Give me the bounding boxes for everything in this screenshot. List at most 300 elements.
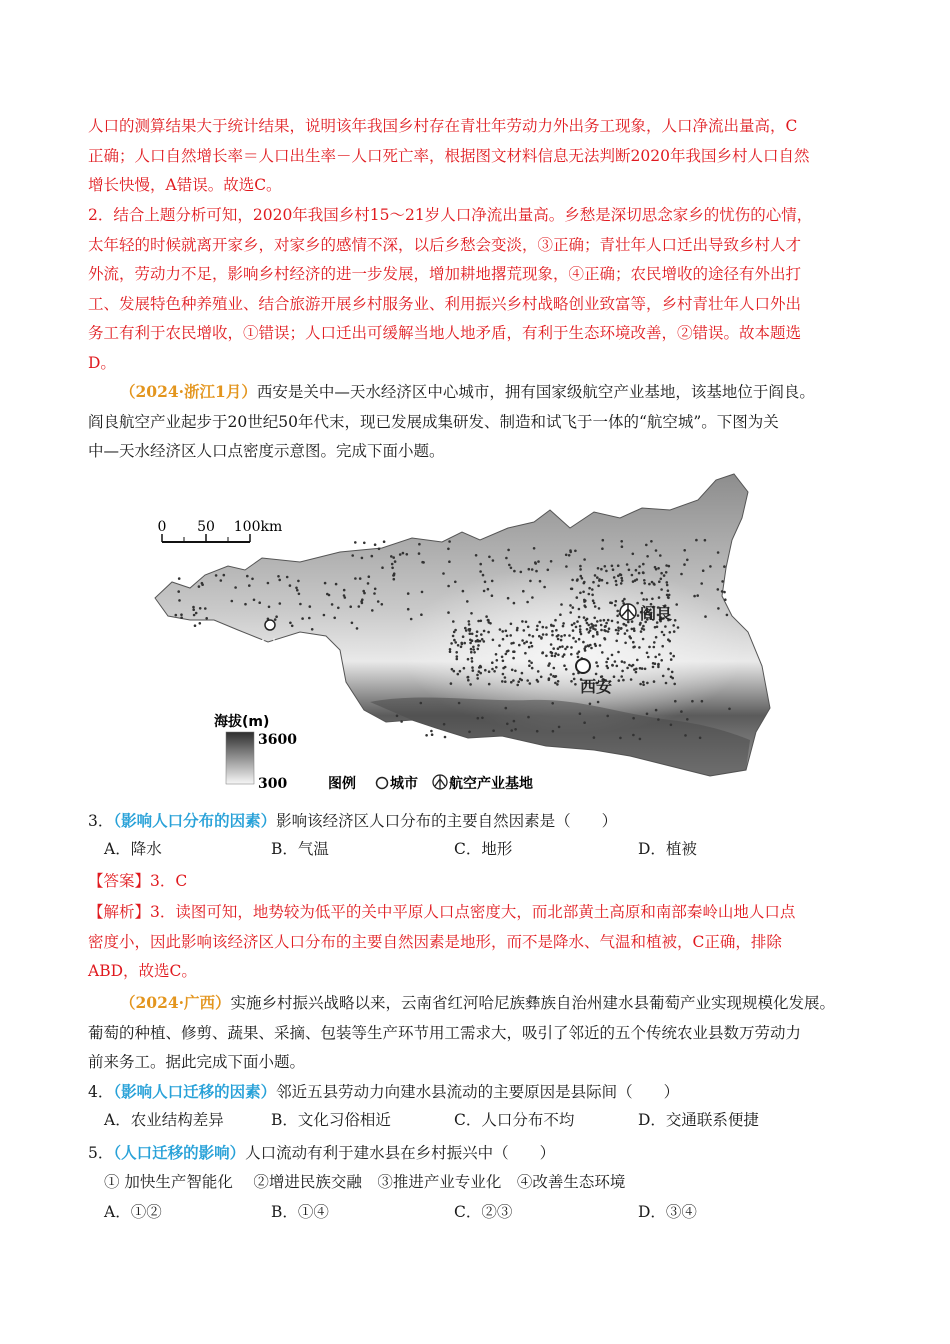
question-4-options [104,1108,864,1137]
population-dot [617,575,620,578]
population-dot [569,604,572,607]
population-dot [636,659,639,662]
population-dot [583,721,586,724]
population-dot [449,648,452,651]
population-dot [621,670,624,673]
population-dot [655,549,658,552]
population-dot [234,586,237,589]
population-dot [583,616,586,619]
population-dot [675,603,678,606]
population-dot [559,646,562,649]
population-dot [657,567,660,570]
population-dot [453,631,456,634]
population-dot [463,642,466,645]
population-dot [655,636,658,639]
population-dot [658,580,661,583]
legend-title: 图例 [328,776,356,792]
population-dot [469,642,472,645]
population-dot [545,655,548,658]
population-dot [178,599,181,602]
population-dot [555,629,558,632]
population-dot [582,641,585,644]
population-dot [448,540,451,543]
population-dot [660,578,663,581]
population-dot [566,646,569,649]
population-dot [623,661,626,664]
population-dot [407,592,410,595]
population-dot [598,607,601,610]
population-dot [717,551,720,554]
population-dot [613,576,616,579]
population-dot [471,639,474,642]
population-dot [476,639,479,642]
analysis-2-line: 工、发展特色种养殖业、结合旅游开展乡村服务业、利用振兴乡村战略创业致富等，乡村青壮年人口外出 [88,294,802,313]
population-dot [510,681,513,684]
population-dot [390,555,393,558]
population-dot [468,620,471,623]
population-dot [589,626,592,629]
population-dot [667,668,670,671]
population-dot [621,545,624,548]
analysis-1-line: 正确；人口自然增长率＝人口出生率－人口死亡率，根据图文材料信息无法判断2020年我国乡村人口自然 [88,146,810,165]
population-dot [666,584,669,587]
population-dot [580,575,583,578]
population-dot [620,582,623,585]
population-dot [363,542,366,545]
population-dot [514,728,517,731]
population-dot [337,607,340,610]
population-dot [480,620,483,623]
population-dot [299,603,302,606]
population-dot [631,620,634,623]
population-dot [477,717,480,720]
population-dot [542,626,545,629]
population-dot [468,628,471,631]
population-dot [513,570,516,573]
population-dot [591,588,594,591]
population-dot [686,559,689,562]
population-dot [311,628,314,631]
population-dot [607,657,610,660]
population-dot [482,574,485,577]
population-dot [472,648,475,651]
population-dot [529,580,532,583]
population-dot [607,630,610,633]
population-dot [331,603,334,606]
population-dot [511,669,514,672]
population-dot [488,621,491,624]
population-dot [361,602,364,605]
population-dot [501,680,504,683]
population-dot [592,599,595,602]
population-dot [531,645,534,648]
population-dot [654,656,657,659]
population-dot [667,638,670,641]
population-dot [665,564,668,567]
population-dot [543,586,546,589]
population-dot [381,603,384,606]
population-dot [533,547,536,550]
population-dot [462,635,465,638]
population-dot [630,678,633,681]
population-dot [588,593,591,596]
population-dot [642,625,645,628]
population-dot [479,665,482,668]
population-dot [572,629,575,632]
population-dot [579,592,582,595]
population-dot [351,622,354,625]
population-dot [658,653,661,656]
population-dot [462,590,465,593]
population-dot [619,737,622,740]
population-dot [726,614,729,617]
population-dot [460,646,463,649]
population-dot [605,661,608,664]
population-dot [539,580,542,583]
elevation-legend-title: 海拔(m) [214,714,270,730]
population-dot [597,567,600,570]
population-dot [578,638,581,641]
population-dot [528,660,531,663]
population-dot [633,629,636,632]
population-dot [604,565,607,568]
population-dot [481,638,484,641]
population-dot [671,677,674,680]
population-dot [536,730,539,733]
population-dot [363,592,366,595]
population-dot [616,610,619,613]
population-dot [277,575,280,578]
population-dot [367,582,370,585]
population-dot [589,703,592,706]
population-dot [368,575,371,578]
population-dot [574,550,577,553]
population-dot [479,570,482,573]
population-dot [628,569,631,572]
population-dot [488,556,491,559]
population-dot [576,620,579,623]
population-dot [192,606,195,609]
analysis-line: 密度小，因此影响该经济区人口分布的主要自然因素是地形，而不是降水、气温和植被，C正确，排除 [88,932,782,951]
population-dot [624,632,627,635]
population-dot [652,666,655,669]
population-dot [617,629,620,632]
population-dot [507,549,510,552]
population-dot [246,575,249,578]
population-dot [491,668,494,671]
population-dot [611,654,614,657]
intro-line: 实施乡村振兴战略以来，云南省红河哈尼族彝族自治州建水县葡萄产业实现规模化发展。 [230,994,836,1012]
population-dot [516,629,519,632]
question-tag: （影响人口迁移的因素） [113,1082,277,1101]
legend-base-label: 航空产业基地 [449,776,533,792]
population-dot [450,642,453,645]
population-dot [527,716,530,719]
option-c: C．②③ [454,1203,513,1221]
population-dot [576,596,579,599]
population-dot [448,560,451,563]
population-dot [591,594,594,597]
population-dot [504,676,507,679]
intro-line: 西安是关中—天水经济区中心城市，拥有国家级航空产业基地，该基地位于阎良。 [256,383,815,401]
population-dot [669,652,672,655]
population-dot [471,657,474,660]
population-dot [556,635,559,638]
population-dot [518,644,521,647]
population-dot [456,658,459,661]
population-dot [517,680,520,683]
population-dot [655,709,658,712]
population-dot [592,581,595,584]
population-dot [289,584,292,587]
option-a: A．①② [104,1203,162,1221]
population-dot [418,552,421,555]
population-dot [521,620,524,623]
population-dot [648,646,651,649]
population-dot [666,581,669,584]
population-dot [351,554,354,557]
population-dot [495,653,498,656]
population-dot [651,598,654,601]
population-dot [343,589,346,592]
population-dot [625,624,628,627]
population-dot [615,580,618,583]
population-dot [476,630,479,633]
intro-line: 前来务工。据此完成下面小题。 [88,1053,306,1071]
population-dot [579,625,582,628]
population-dot [557,647,560,650]
population-dot [510,623,513,626]
population-dot [534,561,537,564]
analysis-label: 【解析】 [88,903,151,921]
population-dot [631,574,634,577]
population-dot [195,612,198,615]
population-dot [633,668,636,671]
population-dot [289,622,292,625]
population-dot [447,585,450,588]
population-dot [583,599,586,602]
population-dot [575,640,578,643]
population-dot [479,563,482,566]
population-dot [354,541,357,544]
population-dot [599,644,602,647]
population-dot [523,642,526,645]
population-dot [584,649,587,652]
population-dot [510,729,513,732]
population-dot [606,582,609,585]
population-dot [641,627,644,630]
population-dot [454,641,457,644]
population-dot [674,619,677,622]
population-dot [493,670,496,673]
question-number: 5． [88,1144,114,1162]
population-dot [468,623,471,626]
population-dot [617,632,620,635]
population-dot [562,625,565,628]
population-dot [573,622,576,625]
population-dot [581,577,584,580]
population-dot [632,717,635,720]
population-dot [650,540,653,543]
question-number: 4． [88,1083,114,1101]
population-dot [199,607,202,610]
population-dot [324,582,327,585]
population-dot [667,597,670,600]
statements-text: ① 加快生产智能化 ②增进民族交融 ③推进产业专业化 ④改善生态环境 [104,1173,626,1191]
population-dot [614,604,617,607]
population-dot [571,588,574,591]
population-dot [572,637,575,640]
population-dot [635,671,638,674]
population-dot [378,548,381,551]
population-dot [551,634,554,637]
population-dot [558,726,561,729]
population-dot [550,673,553,676]
population-dot [492,559,495,562]
population-dot [475,554,478,557]
city-marker-xian [576,659,590,673]
source-tag: （2024·广西） [120,993,231,1012]
population-dot [464,627,467,630]
population-dot [659,554,662,557]
population-dot [680,573,683,576]
population-dot [677,626,680,629]
population-dot [504,680,507,683]
population-dot [469,683,472,686]
population-dot [637,614,640,617]
population-dot [308,617,311,620]
population-dot [466,676,469,679]
population-dot [658,596,661,599]
population-dot [557,654,560,657]
population-dot [632,646,635,649]
population-dot [583,581,586,584]
scale-label: 100km [233,519,283,535]
population-dot [579,568,582,571]
population-dot [323,614,326,617]
population-dot [564,648,567,651]
intro-line: 中—天水经济区人口点密度示意图。完成下面小题。 [88,442,445,460]
population-dot [477,620,480,623]
population-dot [521,639,524,642]
population-dot [470,651,473,654]
population-dot [621,660,624,663]
population-dot [639,738,642,741]
population-dot [447,611,450,614]
population-dot [557,680,560,683]
population-dot [420,702,423,705]
population-dot [615,640,618,643]
population-dot [699,737,702,740]
population-dot [471,633,474,636]
population-dot [521,672,524,675]
question-3-options [104,837,864,866]
population-dot [536,625,539,628]
population-dot [571,579,574,582]
population-dot [354,577,357,580]
population-dot [604,630,607,633]
population-dot [449,650,452,653]
population-dot [721,590,724,593]
population-dot [632,734,635,737]
population-dot [396,715,399,718]
population-dot [485,615,488,618]
population-dot [383,540,386,543]
population-dot [569,611,572,614]
population-dot [491,661,494,664]
population-dot [456,655,459,658]
population-dot [662,675,665,678]
population-dot [627,621,630,624]
population-dot [547,664,550,667]
population-dot [642,638,645,641]
population-dot [453,670,456,673]
population-dot [693,595,696,598]
population-dot [606,665,609,668]
population-dot [554,619,557,622]
population-dot [459,670,462,673]
population-dot [624,642,627,645]
population-dot [552,675,555,678]
population-dot [309,605,312,608]
population-dot [595,661,598,664]
population-dot [592,635,595,638]
population-dot [657,718,660,721]
population-dot [371,555,374,558]
population-dot [551,630,554,633]
population-dot [359,577,362,580]
population-dot [215,574,218,577]
population-dot [571,624,574,627]
population-dot [547,569,550,572]
elevation-color-bar [226,732,254,784]
question-5-statements [104,1170,864,1199]
population-dot [661,631,664,634]
question-5-options [104,1200,864,1229]
population-dot [589,629,592,632]
population-dot [178,577,181,580]
population-dot [471,666,474,669]
population-dot [570,646,573,649]
population-dot [574,683,577,686]
population-dot [577,656,580,659]
population-dot [492,729,495,732]
population-dot [512,642,515,645]
population-dot [600,624,603,627]
population-dot [645,544,648,547]
population-dot [615,600,618,603]
population-dot [631,628,634,631]
population-dot [180,616,183,619]
population-dot [553,667,556,670]
population-dot [663,634,666,637]
population-dot [452,635,455,638]
population-dot [198,585,201,588]
population-dot [595,624,598,627]
city-marker-tianshui [265,620,275,630]
population-dot [575,626,578,629]
population-dot [560,635,563,638]
population-dot [622,679,625,682]
population-dot [291,625,294,628]
population-dot [470,648,473,651]
population-dot [274,618,277,621]
population-dot [502,660,505,663]
population-dot [248,584,251,587]
population-dot [621,579,624,582]
population-dot [528,664,531,667]
population-dot [471,660,474,663]
